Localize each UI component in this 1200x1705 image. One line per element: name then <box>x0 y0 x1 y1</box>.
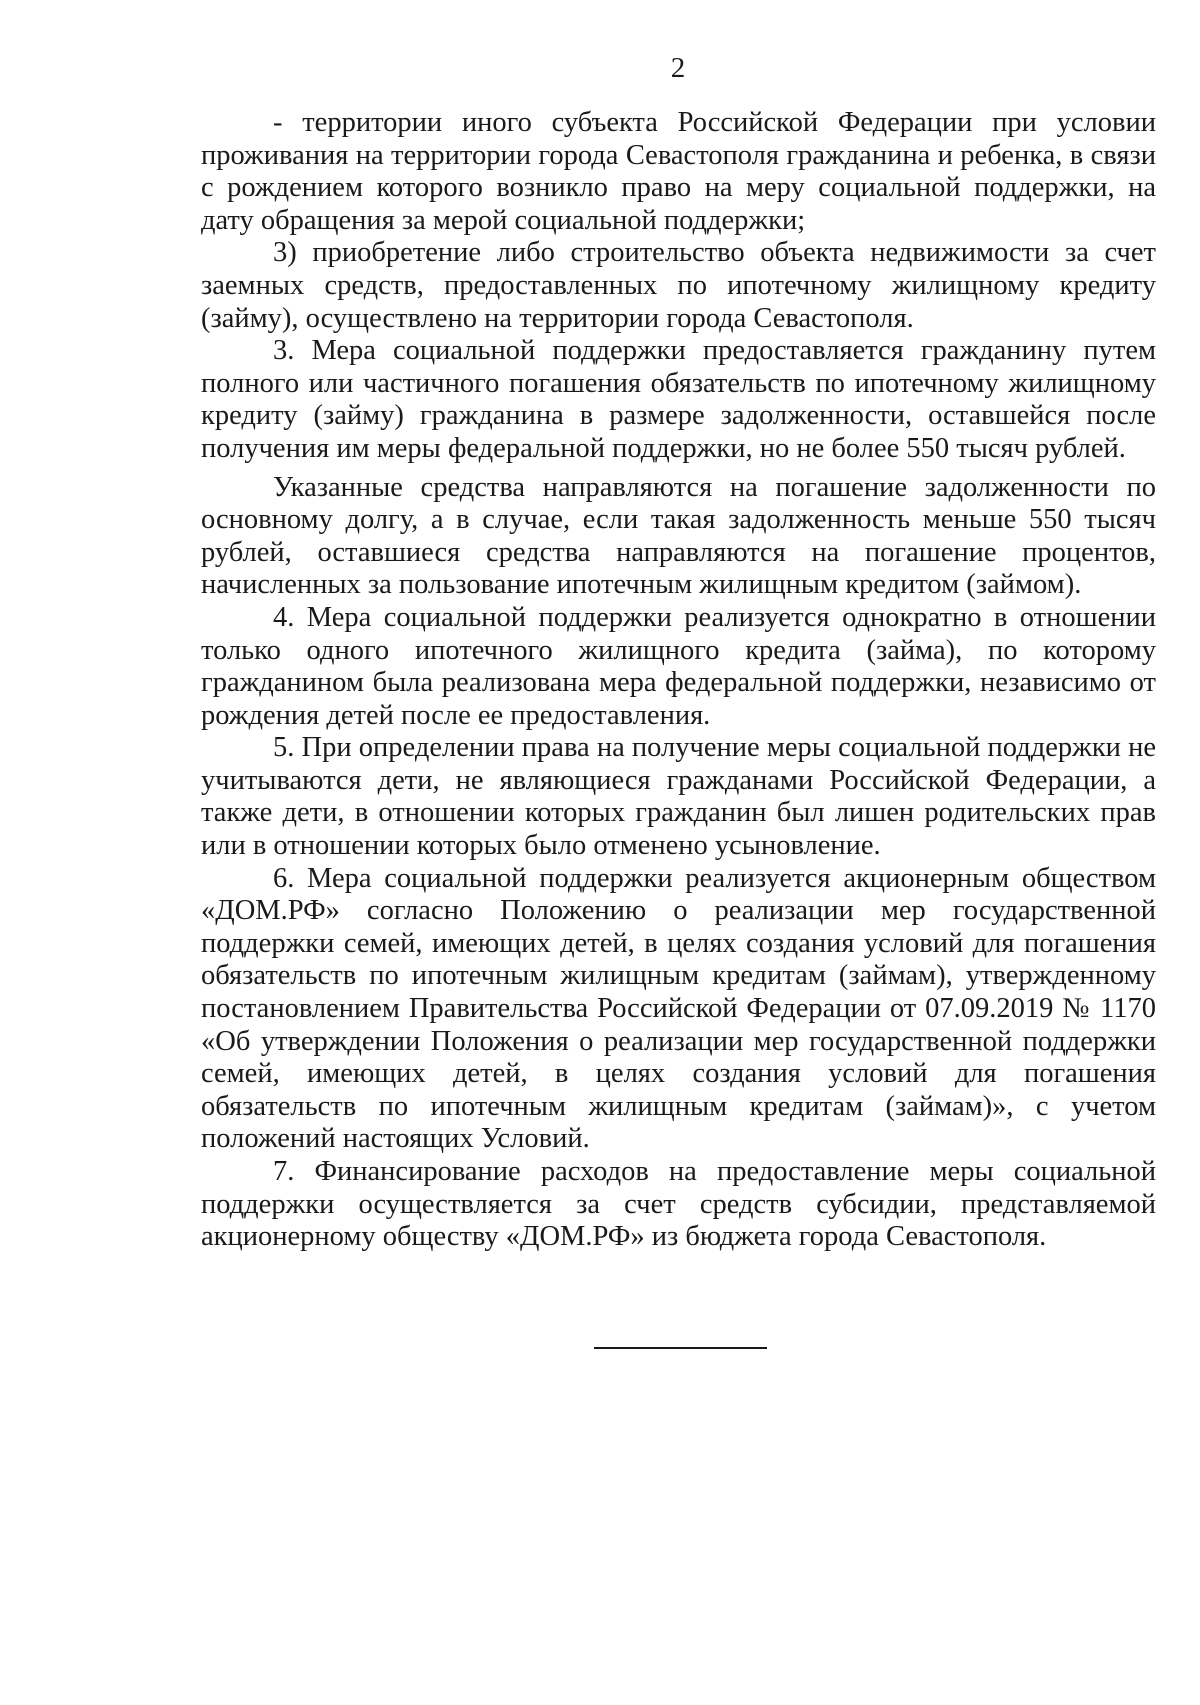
end-divider <box>594 1347 767 1349</box>
paragraph-condition-3: 3) приобретение либо строительство объекта недвижимости за счет заемных средств, предоставленных по ипотечному жилищному кредиту (займу), осуществлено на территории города Севастополя. <box>201 237 1156 334</box>
paragraph-item-6: 6. Мера социальной поддержки реализуется акционерным обществом «ДОМ.РФ» согласно Положению о реализации мер государственной поддержки семей, имеющих детей, в целях создания условий для погашения обязательств по ипотечным жилищным кредитам (займам), утвержденному постановлением Правительства Российской Федерации от 07.09.2019 № 1170 «Об утверждении Положения о реализации мер государственной поддержки семей, имеющих детей, в целях создания условий для погашения обязательств по ипотечным жилищным кредитам (займам)», с учетом положений настоящих Условий. <box>201 862 1156 1155</box>
paragraph-item-3: 3. Мера социальной поддержки предоставляется гражданину путем полного или частичного погашения обязательств по ипотечному жилищному кредиту (займу) гражданина в размере задолженности, оставшейся после получения им меры федеральной поддержки, но не более 550 тысяч рублей. <box>201 335 1156 464</box>
paragraph-item-7: 7. Финансирование расходов на предоставление меры социальной поддержки осуществляется за счет средств субсидии, представляемой акционерному обществу «ДОМ.РФ» из бюджета города Севастополя. <box>201 1156 1156 1253</box>
page-number: 2 <box>670 52 686 84</box>
paragraph-item-4: 4. Мера социальной поддержки реализуется однократно в отношении только одного ипотечного жилищного кредита (займа), по которому гражданином была реализована мера федеральной поддержки, независимо от рождения детей после ее предоставления. <box>201 601 1156 731</box>
paragraph-territory-condition: - территории иного субъекта Российской Федерации при условии проживания на территории города Севастополя гражданина и ребенка, в связи с рождением которого возникло право на меру социальной поддержки, на дату обращения за мерой социальной поддержки; <box>201 107 1156 236</box>
document-body <box>201 107 1156 1254</box>
paragraph-funds-direction: Указанные средства направляются на погашение задолженности по основному долгу, а в случае, если такая задолженность меньше 550 тысяч рублей, оставшиеся средства направляются на погашение процентов, начисленных за пользование ипотечным жилищным кредитом (займом). <box>201 471 1156 601</box>
paragraph-item-5: 5. При определении права на получение меры социальной поддержки не учитываются дети, не являющиеся гражданами Российской Федерации, а также дети, в отношении которых гражданин был лишен родительских прав или в отношении которых было отменено усыновление. <box>201 732 1156 862</box>
